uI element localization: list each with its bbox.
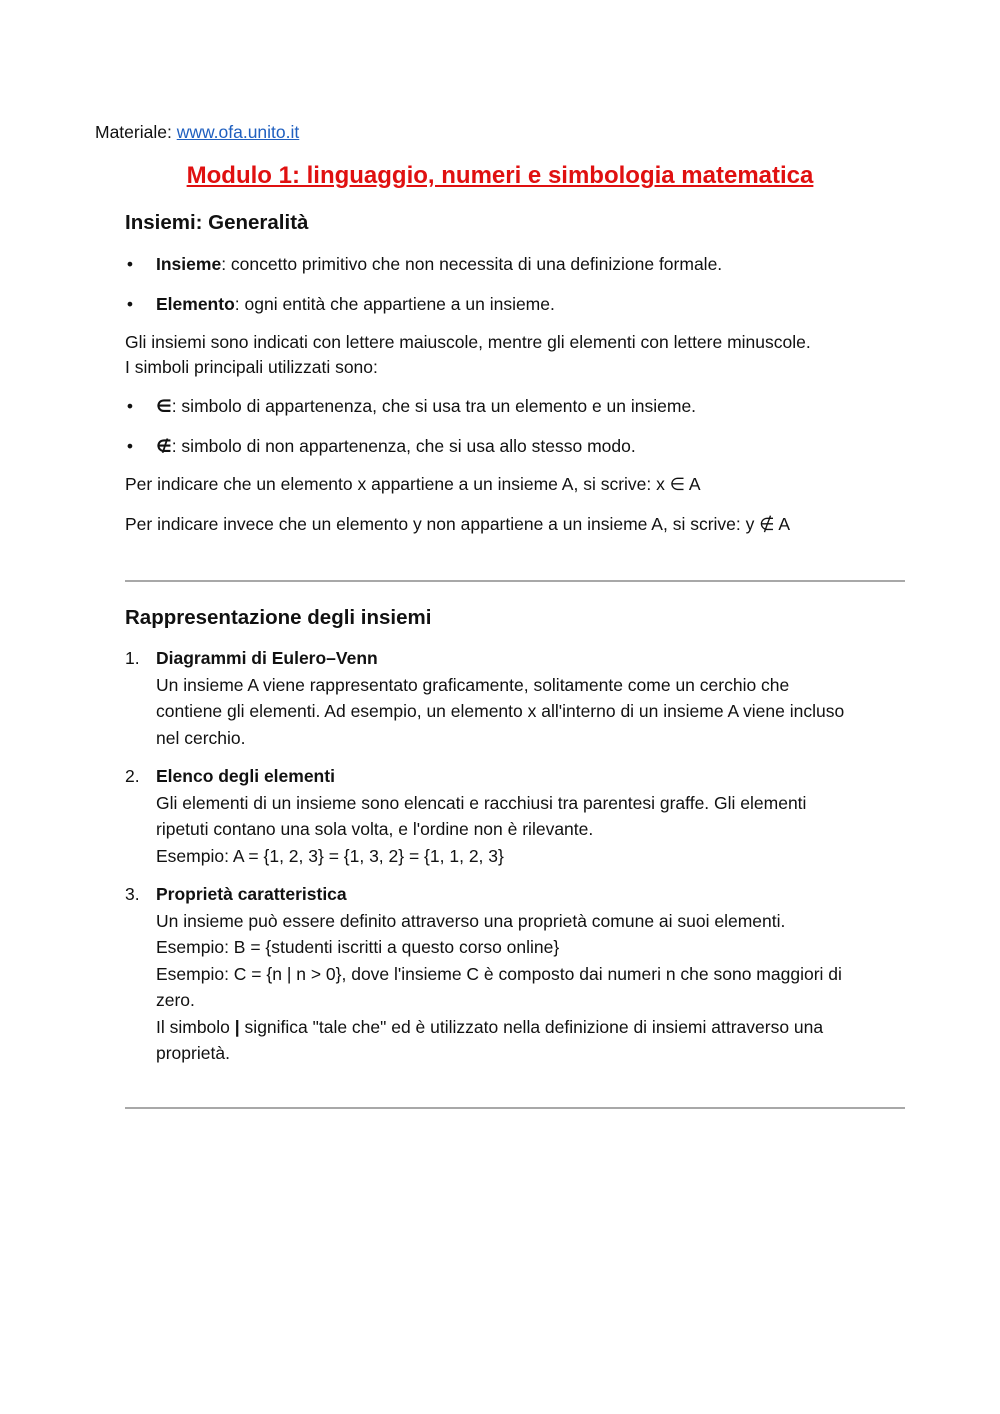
definition: : simbolo di appartenenza, che si usa tra un elemento e un insieme.	[171, 396, 697, 416]
item-line: contiene gli elementi. Ad esempio, un elemento x all'interno di un insieme A viene incluso	[156, 701, 845, 721]
bullet-icon: •	[126, 254, 134, 274]
paragraph: Per indicare invece che un elemento y non appartiene a un insieme A, si scrive: y ∉ A	[125, 514, 791, 534]
page-title: Modulo 1: linguaggio, numeri e simbologia matematica	[186, 162, 814, 189]
section-rappresentazione	[125, 603, 905, 1067]
definition: : ogni entità che appartiene a un insieme.	[234, 294, 555, 314]
item-line: proprietà.	[156, 1043, 230, 1063]
item-title: Elenco degli elementi	[156, 766, 335, 786]
material-line	[95, 120, 299, 144]
item-line: Un insieme A viene rappresentato graficamente, solitamente come un cerchio che	[156, 674, 790, 695]
item-line: Gli elementi di un insieme sono elencati e racchiusi tra parentesi graffe. Gli elementi	[156, 792, 807, 813]
list-item	[125, 881, 905, 1067]
horizontal-divider	[125, 580, 905, 582]
item-line: Esempio: A = {1, 2, 3} = {1, 3, 2} = {1, 1, 2, 3}	[156, 845, 504, 866]
bullet-icon: •	[126, 396, 134, 416]
item-line: Un insieme può essere definito attraverso una proprietà comune ai suoi elementi.	[156, 910, 786, 931]
bullet-icon: •	[126, 436, 134, 456]
paragraph	[125, 330, 905, 380]
term: Insieme	[156, 254, 222, 274]
term: Elemento	[156, 294, 235, 314]
symbol: ∉	[156, 436, 172, 456]
symbols-list	[125, 394, 905, 458]
item-number: 3.	[125, 884, 140, 904]
such-that-symbol: |	[234, 1016, 240, 1037]
item-line: Esempio: C = {n | n > 0}, dove l'insieme C è composto dai numeri n che sono maggiori di	[156, 963, 842, 984]
list-item	[125, 394, 905, 418]
symbol-explanation: significa "tale che" ed è utilizzato nella definizione di insiemi attraverso una	[239, 1016, 824, 1037]
symbol-prefix: Il simbolo	[156, 1016, 235, 1037]
list-item	[125, 645, 905, 751]
item-line: ripetuti contano una sola volta, e l'ordine non è rilevante.	[156, 819, 594, 839]
paragraph: Per indicare che un elemento x appartiene a un insieme A, si scrive: x ∈ A	[125, 474, 701, 494]
item-title: Diagrammi di Eulero–Venn	[156, 648, 378, 668]
definitions-list	[125, 252, 905, 316]
definition: : concetto primitivo che non necessita di una definizione formale.	[221, 254, 723, 274]
horizontal-divider	[125, 1107, 905, 1109]
list-item	[125, 292, 905, 316]
item-line: nel cerchio.	[156, 727, 246, 748]
list-item	[125, 763, 905, 869]
section-heading: Insiemi: Generalità	[125, 211, 309, 234]
paragraph-line: I simboli principali utilizzati sono:	[125, 357, 378, 377]
paragraph-line: Gli insiemi sono indicati con lettere maiuscole, mentre gli elementi con lettere minuscole.	[125, 332, 811, 352]
definition: : simbolo di non appartenenza, che si usa allo stesso modo.	[171, 436, 636, 456]
item-line	[156, 1014, 905, 1041]
list-item	[125, 252, 905, 276]
symbol: ∈	[156, 396, 172, 416]
list-item	[125, 434, 905, 458]
item-line: zero.	[156, 990, 195, 1010]
material-label: Materiale:	[95, 122, 177, 142]
item-title: Proprietà caratteristica	[156, 884, 347, 904]
bullet-icon: •	[126, 294, 134, 314]
item-number: 1.	[125, 648, 140, 668]
section-insiemi-generalita	[125, 208, 905, 537]
item-number: 2.	[125, 766, 140, 786]
section-heading: Rappresentazione degli insiemi	[125, 606, 432, 629]
material-link[interactable]: www.ofa.unito.it	[176, 122, 300, 142]
item-line: Esempio: B = {studenti iscritti a questo corso online}	[156, 937, 560, 957]
representation-list	[125, 645, 905, 1067]
